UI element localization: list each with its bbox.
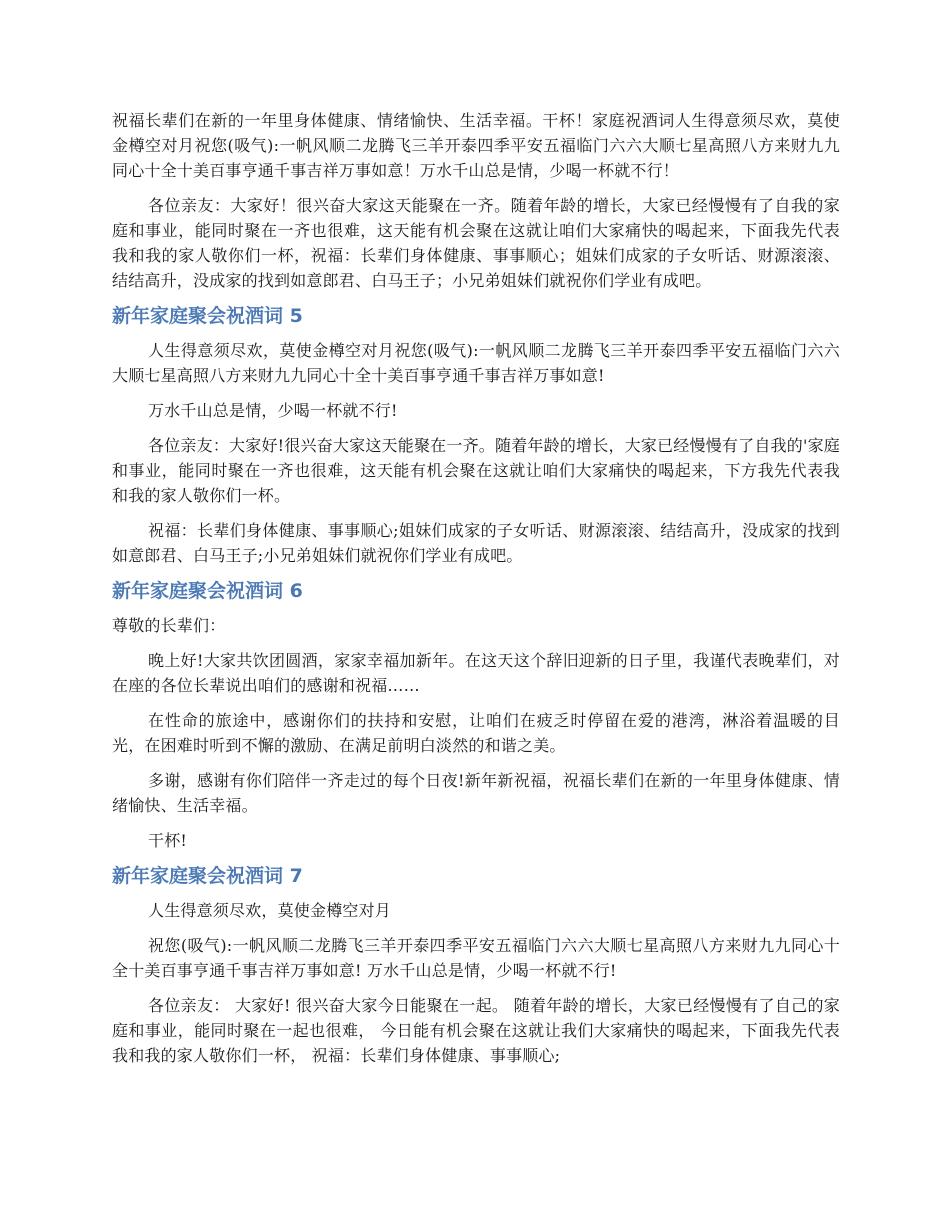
paragraph: 祝福：长辈们身体健康、事事顺心;姐妹们成家的子女听话、财源滚滚、结结高升，没成家的找到如意郎君、白马王子;小兄弟姐妹们就祝你们学业有成吧。 bbox=[112, 521, 840, 565]
paragraph: 晚上好!大家共饮团圆酒，家家幸福加新年。在这天这个辞旧迎新的日子里，我谨代表晚辈们，对在座的各位长辈说出咱们的感谢和祝福…… bbox=[112, 651, 840, 695]
paragraph: 多谢，感谢有你们陪伴一齐走过的每个日夜!新年新祝福，祝福长辈们在新的一年里身体健康、情绪愉快、生活幸福。 bbox=[112, 771, 840, 815]
paragraph: 各位亲友：大家好！很兴奋大家这天能聚在一齐。随着年龄的增长，大家已经慢慢有了自我的家庭和事业，能同时聚在一齐也很难，这天能有机会聚在这就让咱们大家痛快的喝起来，下面我先代表我和我的家人敬你们一杯，祝福：长辈们身体健康、事事顺心；姐妹们成家的子女听话、财源滚滚、结结高升，没成家的找到如意郎君、白马王子；小兄弟姐妹们就祝你们学业有成吧。 bbox=[112, 196, 840, 290]
paragraph: 各位亲友：大家好!很兴奋大家这天能聚在一齐。随着年龄的增长，大家已经慢慢有了自我的'家庭和事业，能同时聚在一齐也很难，这天能有机会聚在这就让咱们大家痛快的喝起来，下方我先代表我和我的家人敬你们一杯。 bbox=[112, 436, 840, 505]
paragraph: 各位亲友： 大家好! 很兴奋大家今日能聚在一起。 随着年龄的增长，大家已经慢慢有了自己的家庭和事业，能同时聚在一起也很难， 今日能有机会聚在这就让我们大家痛快的喝起来，下面我先代表我和我的家人敬你们一杯， 祝福：长辈们身体健康、事事顺心; bbox=[112, 996, 840, 1065]
salutation: 尊敬的长辈们： bbox=[112, 616, 226, 635]
paragraph: 祝您(吸气):一帆风顺二龙腾飞三羊开泰四季平安五福临门六六大顺七星高照八方来财九九同心十全十美百事亨通千事吉祥万事如意! 万水千山总是情，少喝一杯就不行! bbox=[112, 936, 840, 980]
paragraph: 在性命的旅途中，感谢你们的扶持和安慰，让咱们在疲乏时停留在爱的港湾，淋浴着温暖的目光，在困难时听到不懈的激励、在满足前明白淡然的和谐之美。 bbox=[112, 711, 840, 755]
section-heading: 新年家庭聚会祝酒词 7 bbox=[112, 865, 303, 887]
paragraph: 人生得意须尽欢，莫使金樽空对月 bbox=[148, 901, 392, 920]
section-heading: 新年家庭聚会祝酒词 6 bbox=[112, 580, 303, 602]
paragraph: 干杯! bbox=[148, 831, 188, 850]
document-body bbox=[112, 108, 840, 1078]
paragraph: 祝福长辈们在新的一年里身体健康、情绪愉快、生活幸福。干杯！家庭祝酒词人生得意须尽欢，莫使金樽空对月祝您(吸气):一帆风顺二龙腾飞三羊开泰四季平安五福临门六六大顺七星高照八方来财九九同心十全十美百事亨通千事吉祥万事如意！万水千山总是情，少喝一杯就不行！ bbox=[112, 111, 840, 180]
paragraph: 人生得意须尽欢，莫使金樽空对月祝您(吸气):一帆风顺二龙腾飞三羊开泰四季平安五福临门六六大顺七星高照八方来财九九同心十全十美百事亨通千事吉祥万事如意! bbox=[112, 341, 840, 385]
section-heading: 新年家庭聚会祝酒词 5 bbox=[112, 305, 303, 327]
paragraph: 万水千山总是情，少喝一杯就不行! bbox=[148, 401, 398, 420]
